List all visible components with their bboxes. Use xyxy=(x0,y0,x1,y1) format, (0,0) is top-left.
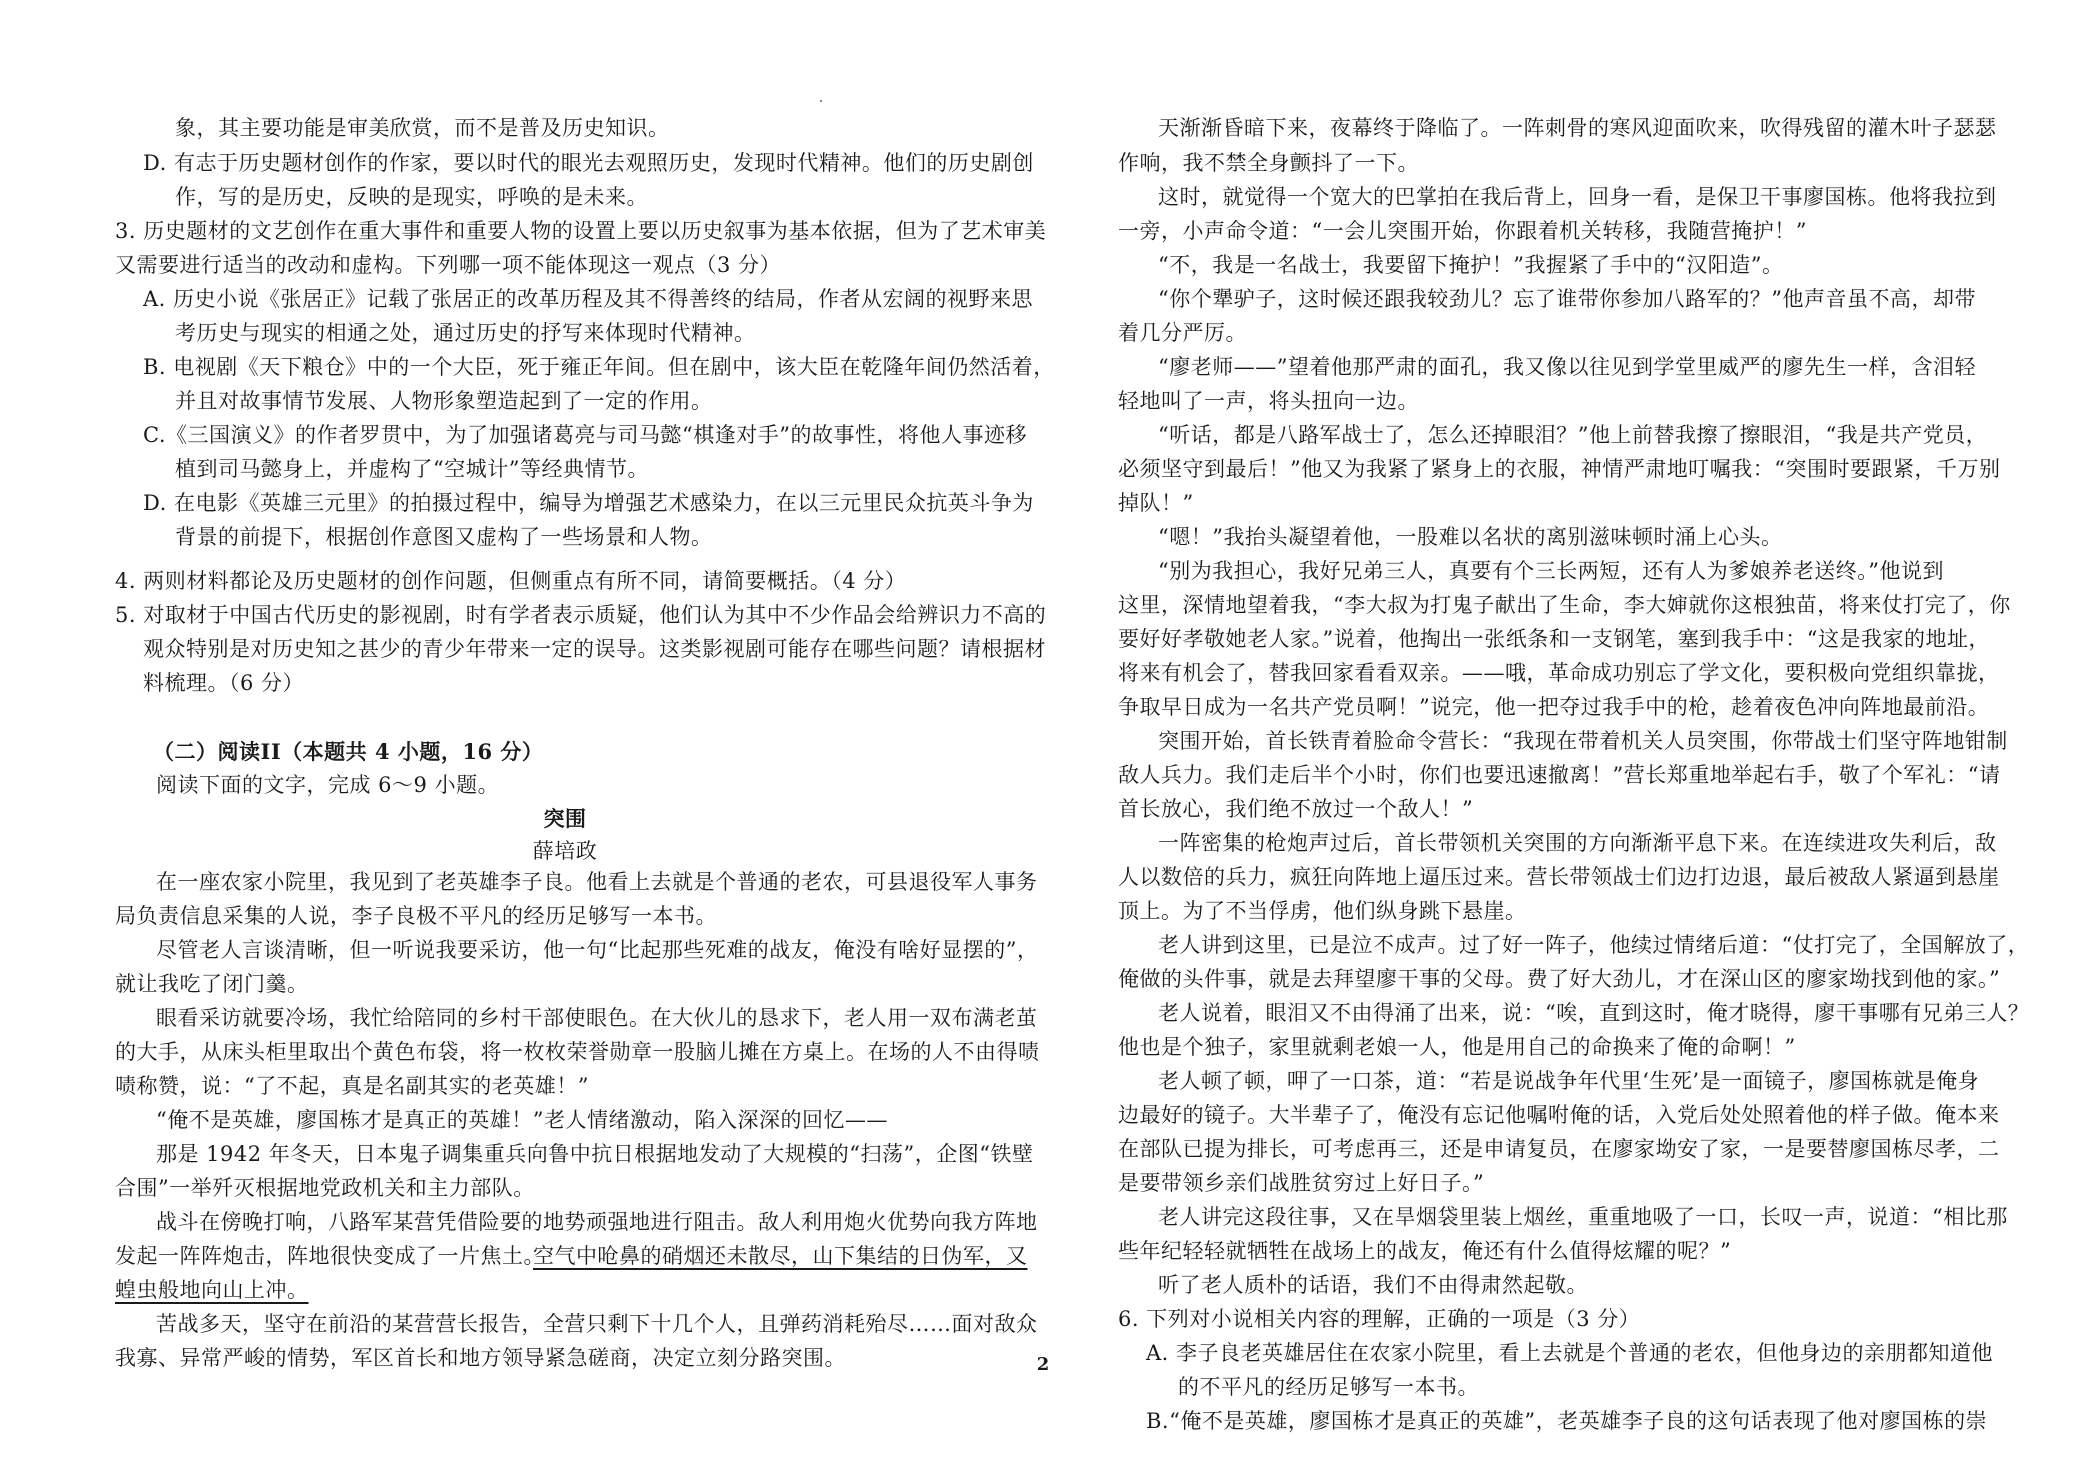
q6-option-a-cont: 的不平凡的经历足够写一本书。 xyxy=(1178,1375,1479,1399)
story-paragraph: “别为我担心，我好兄弟三人，真要有个三长两短，还有人为爹娘养老送终。”他说到 xyxy=(1158,559,1944,583)
q2-tail-line: 象，其主要功能是审美欣赏，而不是普及历史知识。 xyxy=(175,116,670,140)
q5-line: 5. 对取材于中国古代历史的影视剧，时有学者表示质疑，他们认为其中不少作品会给辨识力不高的 xyxy=(115,603,1047,627)
q6-option-b: B.“俺不是英雄，廖国栋才是真正的英雄”，老英雄李子良的这句话表现了他对廖国栋的崇 xyxy=(1146,1409,1988,1433)
q3-option-d: D. 在电影《英雄三元里》的拍摄过程中，编导为增强艺术感染力，在以三元里民众抗英斗争为 xyxy=(143,491,1034,515)
story-paragraph: 老人讲到这里，已是泣不成声。过了好一阵子，他续过情绪后道：“仗打完了，全国解放了， xyxy=(1158,933,2030,957)
story-paragraph: “不，我是一名战士，我要留下掩护！”我握紧了手中的“汉阳造”。 xyxy=(1158,253,1784,277)
page-number: 2 xyxy=(1036,1354,1050,1375)
q3-stem-cont: 又需要进行适当的改动和虚构。下列哪一项不能体现这一观点（3 分） xyxy=(115,253,782,277)
q3-option-a: A. 历史小说《张居正》记载了张居正的改革历程及其不得善终的结局，作者从宏阔的视野来思 xyxy=(143,287,1034,311)
story-paragraph: “听话，都是八路军战士了，怎么还掉眼泪？”他上前替我擦了擦眼泪，“我是共产党员， xyxy=(1158,423,1988,447)
story-paragraph: “你个犟驴子，这时候还跟我较劲儿？忘了谁带你参加八路军的？”他声音虽不高，却带 xyxy=(1158,287,1976,311)
story-paragraph: 在一座农家小院里，我见到了老英雄李子良。他看上去就是个普通的老农，可县退役军人事务 xyxy=(156,870,1038,894)
story-paragraph: 他也是个独子，家里就剩老娘一人，他是用自己的命换来了俺的命啊！” xyxy=(1118,1035,1796,1059)
story-paragraph: 老人说着，眼泪又不由得涌了出来，说：“唉，直到这时，俺才晓得，廖干事哪有兄弟三人？ xyxy=(1158,1001,2030,1025)
story-paragraph: 着几分严厉。 xyxy=(1118,321,1247,345)
story-paragraph: “俺不是英雄，廖国栋才是真正的英雄！”老人情绪激动，陷入深深的回忆—— xyxy=(156,1108,888,1132)
story-paragraph: 边最好的镜子。大半辈子了，俺没有忘记他嘱咐俺的话，入党后处处照着他的样子做。俺本来 xyxy=(1118,1103,2000,1127)
story-paragraph: 俺做的头件事，就是去拜望廖干事的父母。费了好大劲儿，才在深山区的廖家坳找到他的家。” xyxy=(1118,967,2001,991)
underlined-sentence: 空气中呛鼻的硝烟还未散尽，山下集结的日伪军，又 xyxy=(533,1244,1028,1268)
q6-stem: 6. 下列对小说相关内容的理解，正确的一项是（3 分） xyxy=(1118,1307,1641,1331)
story-paragraph: 必须坚守到最后！”他又为我紧了紧身上的衣服，神情严肃地叮嘱我：“突围时要跟紧，千万别 xyxy=(1118,457,2001,481)
story-paragraph: 将来有机会了，替我回家看看双亲。——哦，革命成功别忘了学文化，要积极向党组织靠拢， xyxy=(1118,661,2000,685)
story-paragraph: 我寡、异常严峻的情势，军区首长和地方领导紧急磋商，决定立刻分路突围。 xyxy=(115,1346,846,1370)
story-paragraph: 局负责信息采集的人说，李子良极不平凡的经历足够写一本书。 xyxy=(115,904,717,928)
story-paragraph: 突围开始，首长铁青着脸命令营长：“我现在带着机关人员突围，你带战士们坚守阵地钳制 xyxy=(1158,729,2008,753)
q2-option-d: D. 有志于历史题材创作的作家，要以时代的眼光去观照历史，发现时代精神。他们的历史剧创 xyxy=(143,151,1034,175)
q2-option-d-cont: 作，写的是历史，反映的是现实，呼唤的是未来。 xyxy=(175,185,648,209)
q6-option-a: A. 李子良老英雄居住在农家小院里，看上去就是个普通的老农，但他身边的亲朋都知道他 xyxy=(1146,1341,1994,1365)
story-paragraph: 轻地叫了一声，将头扭向一边。 xyxy=(1118,389,1419,413)
scan-speck xyxy=(820,100,822,102)
q3-option-d-cont: 背景的前提下，根据创作意图又虚构了一些场景和人物。 xyxy=(175,525,713,549)
story-paragraph: 敌人兵力。我们走后半个小时，你们也要迅速撤离！”营长郑重地举起右手，敬了个军礼：“请 xyxy=(1118,763,2001,787)
story-paragraph: 啧称赞，说：“了不起，真是名副其实的老英雄！” xyxy=(115,1074,589,1098)
story-paragraph: 那是 1942 年冬天，日本鬼子调集重兵向鲁中抗日根据地发动了大规模的“扫荡”，企图“铁壁 xyxy=(156,1142,1034,1166)
q3-option-b-cont: 并且对故事情节发展、人物形象塑造起到了一定的作用。 xyxy=(175,389,713,413)
story-paragraph: 人以数倍的兵力，疯狂向阵地上逼压过来。营长带领战士们边打边退，最后被敌人紧逼到悬崖 xyxy=(1118,865,2000,889)
story-paragraph: 争取早日成为一名共产党员啊！”说完，他一把夺过我手中的枪，趁着夜色冲向阵地最前沿。 xyxy=(1118,695,1990,719)
q3-option-a-cont: 考历史与现实的相通之处，通过历史的抒写来体现时代精神。 xyxy=(175,321,756,345)
underlined-sentence-cont: 蝗虫般地向山上冲。 xyxy=(115,1278,309,1302)
q5-line: 观众特别是对历史知之甚少的青少年带来一定的误导。这类影视剧可能存在哪些问题？请根据材 xyxy=(143,637,1046,661)
story-paragraph: 的大手，从床头柜里取出个黄色布袋，将一枚枚荣誉勋章一股脑儿摊在方桌上。在场的人不由得啧 xyxy=(115,1040,1040,1064)
story-paragraph: 老人讲完这段往事，又在旱烟袋里装上烟丝，重重地吸了一口，长叹一声，说道：“相比那 xyxy=(1158,1205,2008,1229)
reading-instruction: 阅读下面的文字，完成 6～9 小题。 xyxy=(156,773,500,797)
story-paragraph: 首长放心，我们绝不放过一个敌人！” xyxy=(1118,797,1474,821)
story-paragraph: 作响，我不禁全身颤抖了一下。 xyxy=(1118,151,1419,175)
story-paragraph: 合围”一举歼灭根据地党政机关和主力部队。 xyxy=(115,1176,535,1200)
q3-option-c-cont: 植到司马懿身上，并虚构了“空城计”等经典情节。 xyxy=(175,457,649,481)
story-paragraph: “嗯！”我抬头凝望着他，一股难以名状的离别滋味顿时涌上心头。 xyxy=(1158,525,1783,549)
story-paragraph: “廖老师——”望着他那严肃的面孔，我又像以往见到学堂里威严的廖先生一样，含泪轻 xyxy=(1158,355,1976,379)
story-author: 薛培政 xyxy=(532,839,598,863)
story-paragraph: 这里，深情地望着我，“李大叔为打鬼子献出了生命，李大婶就你这根独苗，将来仗打完了，你 xyxy=(1118,593,2011,617)
story-paragraph: 一旁，小声命令道：“一会儿突围开始，你跟着机关转移，我随营掩护！” xyxy=(1118,219,1807,243)
story-paragraph: 这时，就觉得一个宽大的巴掌拍在我后背上，回身一看，是保卫干事廖国栋。他将我拉到 xyxy=(1158,185,1997,209)
story-paragraph: 掉队！” xyxy=(1118,491,1194,515)
story-paragraph: 就让我吃了闭门羹。 xyxy=(115,972,309,996)
q3-option-c: C.《三国演义》的作者罗贯中，为了加强诸葛亮与司马懿“棋逢对手”的故事性，将他人事迹移 xyxy=(143,423,1027,447)
story-paragraph: 尽管老人言谈清晰，但一听说我要采访，他一句“比起那些死难的战友，俺没有啥好显摆的”， xyxy=(156,938,1039,962)
story-paragraph: 发起一阵阵炮击，阵地很快变成了一片焦土。 xyxy=(115,1244,545,1268)
story-paragraph: 眼看采访就要冷场，我忙给陪同的乡村干部使眼色。在大伙儿的恳求下，老人用一双布满老茧 xyxy=(156,1006,1038,1030)
story-title: 突围 xyxy=(543,806,587,831)
story-paragraph: 战斗在傍晚打响，八路军某营凭借险要的地势顽强地进行阻击。敌人利用炮火优势向我方阵地 xyxy=(156,1210,1038,1234)
q4: 4. 两则材料都论及历史题材的创作问题，但侧重点有所不同，请简要概括。（4 分） xyxy=(115,569,907,593)
story-paragraph: 苦战多天，坚守在前沿的某营营长报告，全营只剩下十几个人，且弹药消耗殆尽……面对敌众 xyxy=(156,1312,1038,1336)
story-paragraph: 在部队已提为排长，可考虑再三，还是申请复员，在廖家坳安了家，一是要替廖国栋尽孝，二 xyxy=(1118,1137,2000,1161)
story-paragraph: 老人顿了顿，呷了一口茶，道：“若是说战争年代里‘生死’是一面镜子，廖国栋就是俺身 xyxy=(1158,1069,1980,1093)
story-paragraph: 一阵密集的枪炮声过后，首长带领机关突围的方向渐渐平息下来。在连续进攻失利后，敌 xyxy=(1158,831,1997,855)
story-paragraph: 些年纪轻轻就牺牲在战场上的战友，俺还有什么值得炫耀的呢？” xyxy=(1118,1239,1732,1263)
story-paragraph: 天渐渐昏暗下来，夜幕终于降临了。一阵刺骨的寒风迎面吹来，吹得残留的灌木叶子瑟瑟 xyxy=(1158,116,1997,140)
story-paragraph: 顶上。为了不当俘虏，他们纵身跳下悬崖。 xyxy=(1118,899,1527,923)
section-heading: （二）阅读II（本题共 4 小题，16 分） xyxy=(153,739,544,764)
story-paragraph: 要好好孝敬她老人家。”说着，他掏出一张纸条和一支钢笔，塞到我手中：“这是我家的地址， xyxy=(1118,627,1990,651)
story-paragraph: 是要带领乡亲们战胜贫穷过上好日子。” xyxy=(1118,1171,1485,1195)
story-paragraph: 听了老人质朴的话语，我们不由得肃然起敬。 xyxy=(1158,1273,1588,1297)
q5-line: 料梳理。（6 分） xyxy=(143,671,305,695)
q3-stem: 3. 历史题材的文艺创作在重大事件和重要人物的设置上要以历史叙事为基本依据，但为了艺术审美 xyxy=(115,219,1047,243)
q3-option-b: B. 电视剧《天下粮仓》中的一个大臣，死于雍正年间。但在剧中，该大臣在乾隆年间仍然活着， xyxy=(143,355,1055,379)
